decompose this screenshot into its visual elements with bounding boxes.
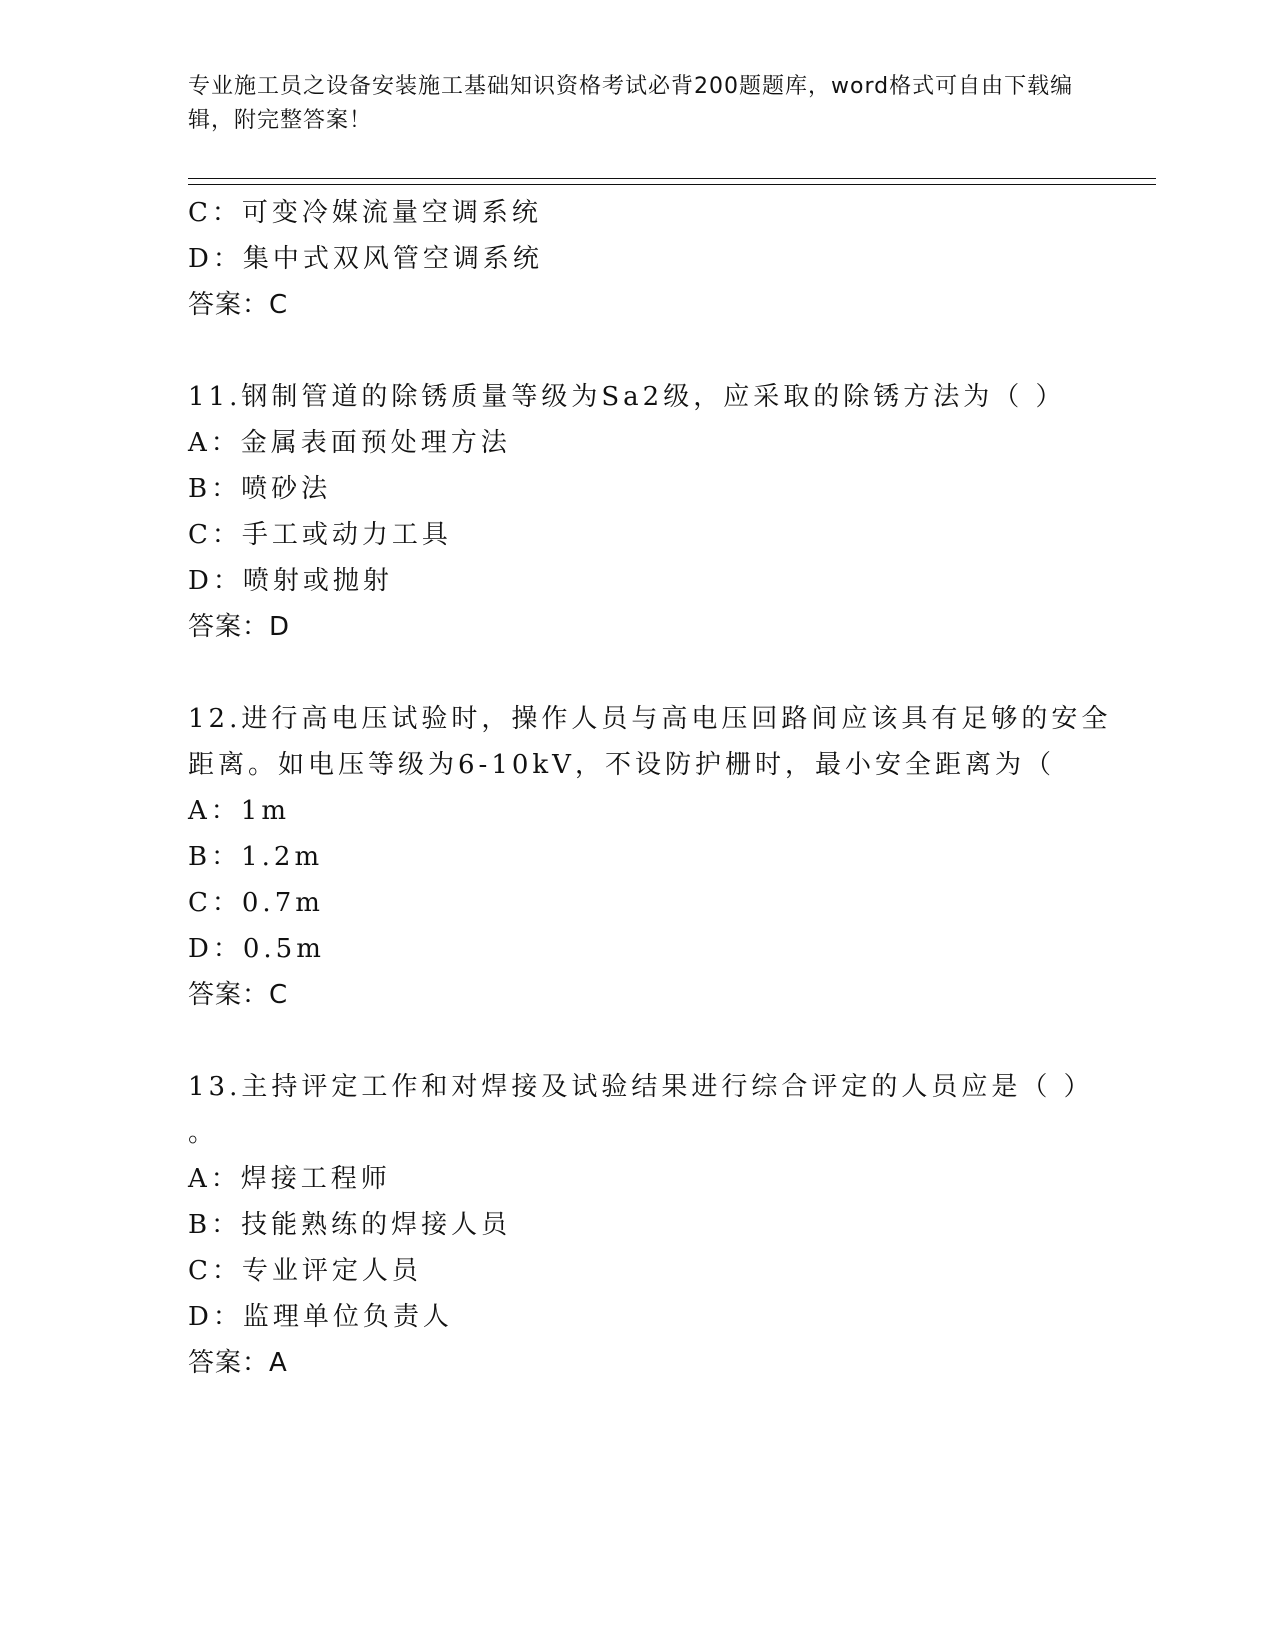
q13-answer: 答案：A bbox=[188, 1348, 288, 1378]
q11-option-a: A：金属表面预处理方法 bbox=[188, 428, 511, 458]
q12-answer: 答案：C bbox=[188, 980, 289, 1010]
spacer bbox=[188, 328, 1088, 374]
q13-question-line2: 。 bbox=[188, 1118, 219, 1148]
q11-question: 11.钢制管道的除锈质量等级为Sa2级，应采取的除锈方法为（ ） bbox=[188, 382, 1066, 412]
q13-option-b: B：技能熟练的焊接人员 bbox=[188, 1210, 512, 1240]
q12-option-a: A：1m bbox=[188, 796, 290, 826]
q13-question-line1: 13.主持评定工作和对焊接及试验结果进行综合评定的人员应是（ ） bbox=[188, 1072, 1094, 1102]
q10-answer: 答案：C bbox=[188, 290, 289, 320]
q13-option-a: A：焊接工程师 bbox=[188, 1164, 391, 1194]
q12-option-c: C：0.7m bbox=[188, 888, 324, 918]
q11-answer: 答案：D bbox=[188, 612, 291, 642]
q11-option-b: B：喷砂法 bbox=[188, 474, 332, 504]
document-header: 专业施工员之设备安装施工基础知识资格考试必背200题题库，word格式可自由下载编辑，附完整答案！ bbox=[188, 74, 1074, 133]
header-divider-bottom bbox=[188, 184, 1156, 185]
q10-option-c: C：可变冷媒流量空调系统 bbox=[188, 198, 542, 228]
q12-question-line2: 距离。如电压等级为6-10kV，不设防护栅时，最小安全距离为（ bbox=[188, 750, 1055, 780]
q12-question-line1: 12.进行高电压试验时，操作人员与高电压回路间应该具有足够的安全 bbox=[188, 704, 1112, 734]
q11-option-c: C：手工或动力工具 bbox=[188, 520, 452, 550]
q13-option-d: D：监理单位负责人 bbox=[188, 1302, 453, 1332]
q12-option-d: D：0.5m bbox=[188, 934, 325, 964]
spacer bbox=[188, 1018, 1088, 1064]
q10-option-d: D：集中式双风管空调系统 bbox=[188, 244, 543, 274]
q11-option-d: D：喷射或抛射 bbox=[188, 566, 393, 596]
question-list bbox=[188, 190, 1112, 1386]
spacer bbox=[188, 650, 1088, 696]
q12-option-b: B：1.2m bbox=[188, 842, 324, 872]
header-divider-top bbox=[188, 178, 1156, 179]
q13-option-c: C：专业评定人员 bbox=[188, 1256, 422, 1286]
